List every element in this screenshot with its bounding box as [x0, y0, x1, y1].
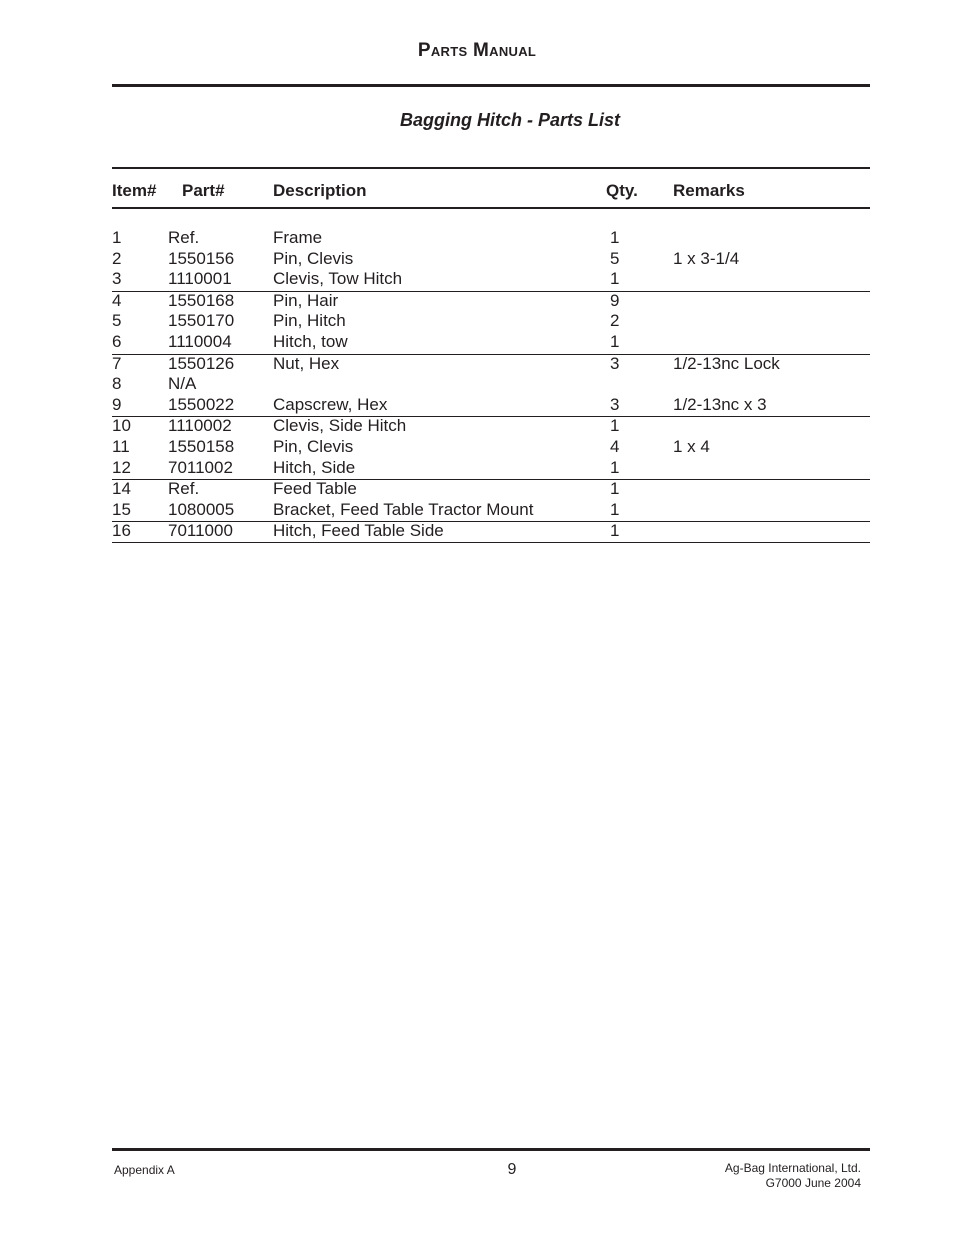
column-header-qty: Qty. — [606, 181, 638, 200]
cell-item: 4 — [112, 290, 122, 310]
cell-qty: 4 — [610, 436, 620, 456]
cell-item: 12 — [112, 457, 131, 477]
table-row — [112, 396, 870, 417]
row-group — [112, 354, 870, 417]
cell-description: Capscrew, Hex — [273, 394, 388, 414]
cell-description: Nut, Hex — [273, 353, 340, 373]
table-row — [112, 480, 870, 501]
cell-part: 1550170 — [168, 311, 235, 331]
column-header-description: Description — [273, 181, 367, 200]
cell-part: 1110001 — [168, 269, 232, 289]
cell-part: 1550168 — [168, 290, 235, 310]
cell-item: 9 — [112, 394, 122, 414]
cell-description: Hitch, Feed Table Side — [273, 521, 444, 541]
cell-remarks: 1 x 3-1/4 — [673, 248, 740, 268]
cell-qty: 2 — [610, 311, 620, 331]
footer-publisher — [725, 1161, 861, 1191]
cell-part: 1550156 — [168, 248, 235, 268]
cell-part: 7011000 — [168, 521, 233, 541]
parts-table — [112, 167, 870, 541]
table-row — [112, 333, 870, 354]
cell-part: Ref. — [168, 479, 200, 499]
cell-description: Feed Table — [273, 479, 357, 499]
column-header-remarks: Remarks — [673, 181, 745, 200]
row-group — [112, 416, 870, 479]
cell-item: 15 — [112, 499, 131, 519]
cell-qty: 1 — [610, 416, 620, 436]
cell-part: N/A — [168, 374, 197, 394]
page-header-title: Parts Manual — [417, 40, 537, 61]
cell-qty: 1 — [610, 331, 620, 351]
cell-item: 3 — [112, 269, 122, 289]
cell-item: 5 — [112, 311, 122, 331]
cell-part: 1550126 — [168, 353, 235, 373]
cell-description: Pin, Clevis — [273, 248, 354, 268]
table-row — [112, 270, 870, 291]
table-row — [112, 438, 870, 459]
cell-part: 1550022 — [168, 394, 235, 414]
cell-item: 11 — [112, 436, 130, 456]
table-header — [112, 167, 870, 209]
column-header-item: Item# — [112, 181, 157, 200]
cell-part: 7011002 — [168, 457, 233, 477]
row-group — [112, 229, 870, 291]
section-title: Bagging Hitch - Parts List — [399, 110, 621, 130]
cell-qty: 1 — [610, 479, 620, 499]
table-row — [112, 375, 870, 396]
cell-item: 6 — [112, 331, 122, 351]
table-row — [112, 459, 870, 480]
cell-qty: 9 — [610, 290, 620, 310]
cell-remarks: 1/2-13nc Lock — [673, 353, 780, 373]
table-row — [112, 229, 870, 250]
cell-item: 7 — [112, 353, 122, 373]
cell-remarks: 1 x 4 — [673, 436, 710, 456]
cell-qty: 1 — [610, 228, 620, 247]
cell-description: Pin, Clevis — [273, 436, 354, 456]
footer-divider — [112, 1148, 870, 1151]
table-row — [112, 312, 870, 333]
page-number: 9 — [507, 1161, 517, 1178]
cell-item: 14 — [112, 479, 131, 499]
cell-qty: 3 — [610, 353, 620, 373]
table-row — [112, 292, 870, 313]
cell-part: Ref. — [168, 228, 200, 247]
table-bottom-divider — [112, 542, 870, 543]
footer-appendix: Appendix A — [114, 1163, 175, 1177]
cell-description: Bracket, Feed Table Tractor Mount — [273, 499, 534, 519]
cell-item: 10 — [112, 416, 131, 436]
cell-part: 1550158 — [168, 436, 235, 456]
footer-company: Ag-Bag International, Ltd. — [724, 1161, 861, 1175]
table-row — [112, 355, 870, 376]
row-group — [112, 479, 870, 521]
cell-part: 1110002 — [168, 416, 232, 436]
table-row — [112, 250, 870, 271]
column-header-part: Part# — [182, 181, 225, 200]
cell-item: 16 — [112, 521, 131, 541]
table-body — [112, 229, 870, 543]
row-group — [112, 291, 870, 354]
cell-item: 8 — [112, 374, 122, 394]
cell-qty: 1 — [610, 521, 620, 541]
cell-qty: 1 — [610, 269, 620, 289]
cell-description: Frame — [273, 228, 323, 247]
cell-description: Clevis, Side Hitch — [273, 416, 407, 436]
table-row — [112, 501, 870, 522]
cell-remarks: 1/2-13nc x 3 — [673, 394, 767, 414]
cell-description: Hitch, Side — [273, 457, 356, 477]
table-row — [112, 417, 870, 438]
cell-description: Hitch, tow — [273, 331, 348, 351]
table-row — [112, 522, 870, 543]
cell-item: 2 — [112, 248, 122, 268]
header-divider — [112, 84, 870, 87]
cell-description: Pin, Hair — [273, 290, 339, 310]
cell-part: 1110004 — [168, 331, 232, 351]
cell-qty: 1 — [610, 457, 620, 477]
cell-description: Pin, Hitch — [273, 311, 346, 331]
footer-edition: G7000 June 2004 — [765, 1176, 861, 1190]
cell-description: Clevis, Tow Hitch — [273, 269, 403, 289]
cell-qty: 1 — [610, 499, 620, 519]
row-group — [112, 521, 870, 543]
cell-qty: 3 — [610, 394, 620, 414]
cell-qty: 5 — [610, 248, 620, 268]
cell-part: 1080005 — [168, 499, 235, 519]
cell-item: 1 — [112, 228, 122, 247]
